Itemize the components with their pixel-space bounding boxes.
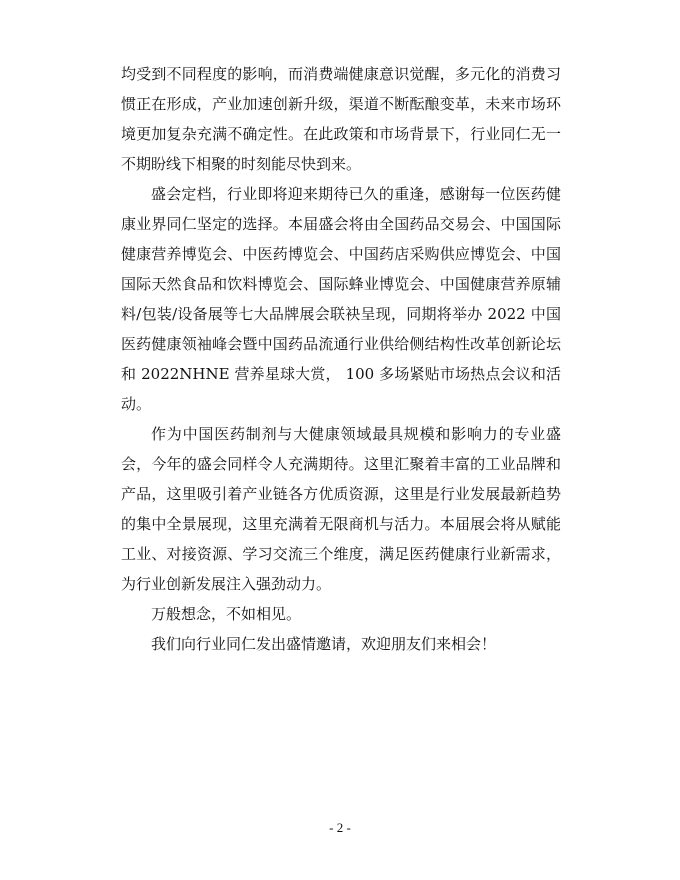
page-number: - 2 - [329, 820, 351, 835]
document-body [121, 59, 561, 659]
paragraph-continued: 均受到不同程度的影响，而消费端健康意识觉醒，多元化的消费习惯正在形成，产业加速创新升级，渠道不断酝酿变革，未来市场环境更加复杂充满不确定性。在此政策和市场背景下，行业同仁无一不期盼线下相聚的时刻能尽快到来。 [121, 65, 561, 173]
paragraph-short-slogan: 万般想念，不如相见。 [151, 605, 302, 623]
paragraph-event-value: 作为中国医药制剂与大健康领域最具规模和影响力的专业盛会，今年的盛会同样令人充满期待。这里汇聚着丰富的工业品牌和产品，这里吸引着产业链各方优质资源，这里是行业发展最新趋势的集中全景展现，这里充满着无限商机与活力。本届展会将从赋能工业、对接资源、学习交流三个维度，满足医药健康行业新需求，为行业创新发展注入强劲动力。 [121, 425, 561, 593]
paragraph-event-announcement: 盛会定档，行业即将迎来期待已久的重逢，感谢每一位医药健康业界同仁坚定的选择。本届盛会将由全国药品交易会、中国国际健康营养博览会、中医药博览会、中国药店采购供应博览会、中国国际天然食品和饮料博览会、国际蜂业博览会、中国健康营养原辅料/包装/设备展等七大品牌展会联袂呈现，同期将举办 2022 中国医药健康领袖峰会暨中国药品流通行业供给侧结构性改革创新论坛和 2022NHNE 营养星球大赏， 100 多场紧贴市场热点会议和活动。 [121, 185, 561, 413]
paragraph-invitation: 我们向行业同仁发出盛情邀请，欢迎朋友们来相会！ [151, 635, 497, 653]
